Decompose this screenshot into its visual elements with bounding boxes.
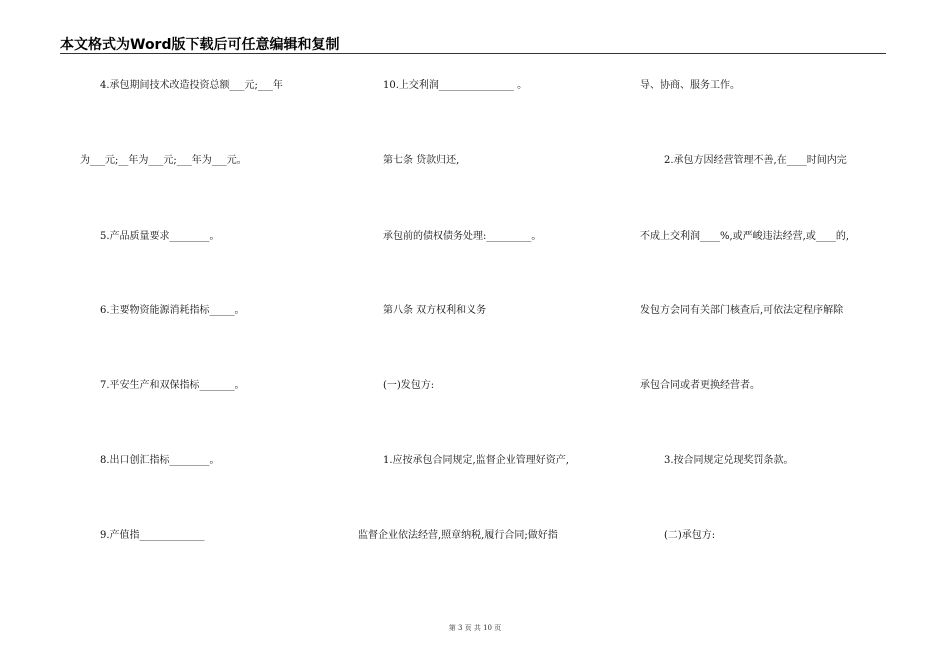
middle-line-7: 监督企业依法经营,照章纳税,履行合同;做好指 <box>358 530 558 541</box>
right-line-2: 2.承包方因经营管理不善,在____时间内完 <box>664 155 847 166</box>
left-line-4: 6.主要物资能源消耗指标_____。 <box>100 305 245 316</box>
left-line-5: 7.平安生产和双保指标_______。 <box>100 380 245 391</box>
left-line-2: 为___元;__年为___元;___年为___元。 <box>80 155 247 166</box>
left-line-7: 9.产值指_____________ <box>100 530 205 541</box>
left-line-3: 5.产品质量要求________。 <box>100 231 220 242</box>
right-line-5: 承包合同或者更换经营者。 <box>640 380 760 391</box>
left-line-1: 4.承包期间技术改造投资总额___元;___年 <box>100 80 283 91</box>
right-line-6: 3.按合同规定兑现奖罚条款。 <box>664 455 794 466</box>
header-divider <box>60 53 886 54</box>
middle-line-5: (一)发包方: <box>383 380 435 391</box>
middle-line-4: 第八条 双方权利和义务 <box>383 305 487 316</box>
right-line-4: 发包方会同有关部门核查后,可依法定程序解除 <box>640 305 844 316</box>
middle-line-1: 10.上交利润_______________ 。 <box>383 80 528 91</box>
right-line-3: 不成上交利润____%,或严峻违法经营,或____的, <box>640 231 850 242</box>
header-title: 本文格式为Word版下载后可任意编辑和复制 <box>60 37 340 53</box>
middle-line-3: 承包前的债权债务处理:_________。 <box>383 231 542 242</box>
page-number: 第 3 页 共 10 页 <box>448 624 502 632</box>
right-line-1: 导、协商、服务工作。 <box>640 80 740 91</box>
middle-line-2: 第七条 贷款归还, <box>383 155 460 166</box>
right-line-7: (二)承包方: <box>664 530 716 541</box>
middle-line-6: 1.应按承包合同规定,监督企业管理好资产, <box>383 455 569 466</box>
left-line-6: 8.出口创汇指标________。 <box>100 455 220 466</box>
